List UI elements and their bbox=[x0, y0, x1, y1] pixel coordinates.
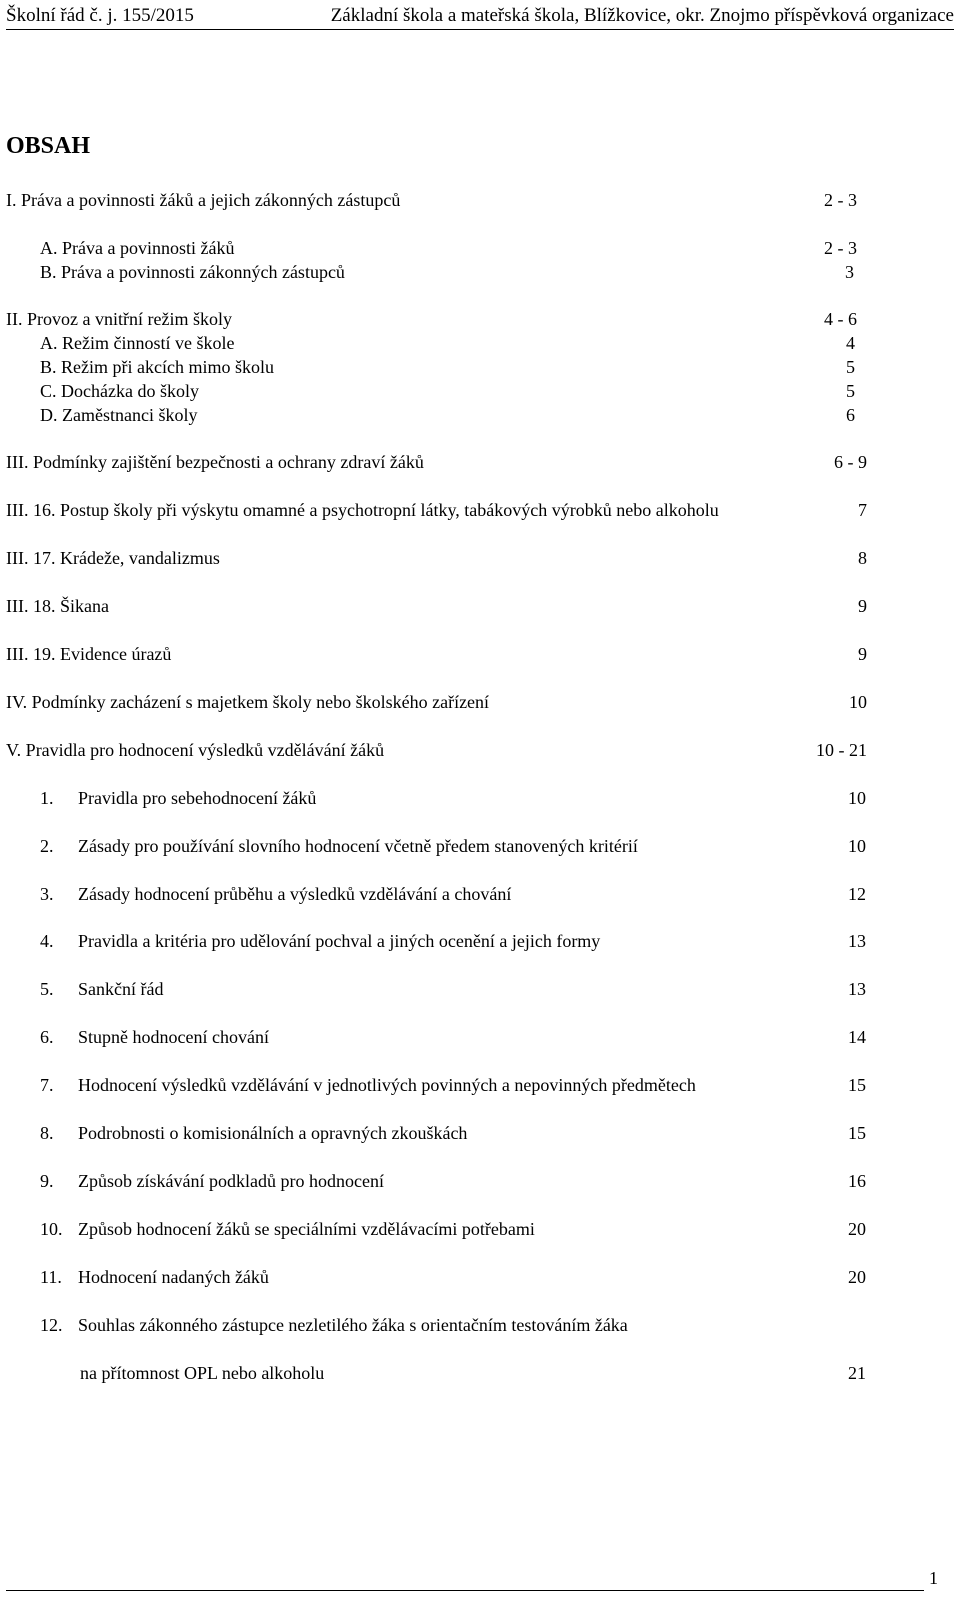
toc-entry-page: 5 bbox=[846, 357, 855, 377]
toc-subentry-number: 2. bbox=[40, 836, 54, 856]
toc-subentry-label: Hodnocení nadaných žáků bbox=[78, 1267, 269, 1287]
toc-subentry[interactable] bbox=[40, 1073, 866, 1097]
toc-entry-page: 4 bbox=[846, 333, 855, 353]
toc-entry-label: III. 16. Postup školy při výskytu omamné a psychotropní látky, tabákových výrobků nebo alkoholu bbox=[6, 500, 719, 520]
toc-entry[interactable] bbox=[40, 355, 855, 379]
toc-entry-label: III. 17. Krádeže, vandalizmus bbox=[6, 548, 220, 568]
page-number: 1 bbox=[929, 1568, 938, 1588]
toc-entry-page: 7 bbox=[858, 500, 867, 520]
toc-subentry-label: Stupně hodnocení chování bbox=[78, 1027, 269, 1047]
toc-subentry-page: 14 bbox=[848, 1027, 866, 1047]
toc-subentry-label: Hodnocení výsledků vzdělávání v jednotlivých povinných a nepovinných předmětech bbox=[78, 1075, 696, 1095]
toc-entry-label: III. 18. Šikana bbox=[6, 596, 109, 616]
toc-entry-page: 2 - 3 bbox=[824, 238, 857, 258]
toc-subentry-label: Zásady pro používání slovního hodnocení včetně předem stanovených kritérií bbox=[78, 836, 638, 856]
toc-subentry-page: 15 bbox=[848, 1123, 866, 1143]
toc-entry[interactable] bbox=[6, 498, 867, 522]
toc-subentry-number: 12. bbox=[40, 1315, 63, 1335]
toc-subentry-label: Podrobnosti o komisionálních a opravných zkouškách bbox=[78, 1123, 468, 1143]
toc-subentry-page: 15 bbox=[848, 1075, 866, 1095]
toc-subentry-label: Pravidla a kritéria pro udělování pochval a jiných ocenění a jejich formy bbox=[78, 931, 601, 951]
footer-divider bbox=[6, 1590, 924, 1591]
toc-entry-label: V. Pravidla pro hodnocení výsledků vzdělávání žáků bbox=[6, 740, 385, 760]
toc-title: OBSAH bbox=[6, 133, 91, 159]
header-divider bbox=[6, 29, 954, 30]
toc-entry-label: A. Režim činností ve škole bbox=[40, 333, 235, 353]
toc-subentry-number: 3. bbox=[40, 884, 54, 904]
toc-subentry-label: Souhlas zákonného zástupce nezletilého žáka s orientačním testováním žáka bbox=[78, 1315, 628, 1335]
toc-entry-label: B. Práva a povinnosti zákonných zástupců bbox=[40, 262, 345, 282]
toc-subentry-label: Způsob získávání podkladů pro hodnocení bbox=[78, 1171, 384, 1191]
header-document-id: Školní řád č. j. 155/2015 bbox=[6, 5, 194, 26]
toc-subentry-number: 9. bbox=[40, 1171, 54, 1191]
toc-subentry[interactable] bbox=[40, 1121, 866, 1145]
toc-entry-page: 9 bbox=[858, 644, 867, 664]
toc-subentry[interactable] bbox=[40, 1313, 866, 1337]
toc-subentry-number: 4. bbox=[40, 931, 54, 951]
toc-subentry-page: 10 bbox=[848, 836, 866, 856]
toc-subentry-page: 12 bbox=[848, 884, 866, 904]
toc-entry[interactable] bbox=[6, 546, 867, 570]
toc-entry[interactable] bbox=[6, 307, 857, 331]
toc-entry-page: 8 bbox=[858, 548, 867, 568]
toc-subentry-number: 6. bbox=[40, 1027, 54, 1047]
toc-entry-page: 6 - 9 bbox=[834, 452, 867, 472]
toc-subentry[interactable] bbox=[40, 1265, 866, 1289]
toc-entry-label: II. Provoz a vnitřní režim školy bbox=[6, 309, 232, 329]
toc-entry[interactable] bbox=[6, 594, 867, 618]
toc-subentry-page: 20 bbox=[848, 1219, 866, 1239]
toc-entry-label: IV. Podmínky zacházení s majetkem školy nebo školského zařízení bbox=[6, 692, 490, 712]
toc-entry-label: III. Podmínky zajištění bezpečnosti a ochrany zdraví žáků bbox=[6, 452, 424, 472]
toc-entry[interactable] bbox=[40, 236, 857, 260]
toc-subentry-number: 5. bbox=[40, 979, 54, 999]
toc-entry-label: B. Režim při akcích mimo školu bbox=[40, 357, 274, 377]
toc-subentry-number: 10. bbox=[40, 1219, 63, 1239]
toc-subentry-number: 1. bbox=[40, 788, 54, 808]
toc-entry-label: A. Práva a povinnosti žáků bbox=[40, 238, 235, 258]
toc-subentry-label: Zásady hodnocení průběhu a výsledků vzdělávání a chování bbox=[78, 884, 512, 904]
header-organization: Základní škola a mateřská škola, Blížkovice, okr. Znojmo příspěvková organizace bbox=[330, 5, 954, 26]
toc-subentry[interactable] bbox=[40, 882, 866, 906]
toc-entry-page: 2 - 3 bbox=[824, 190, 857, 210]
toc-subentry[interactable] bbox=[40, 1217, 866, 1241]
toc-subentry-page: 21 bbox=[848, 1363, 866, 1383]
toc-entry[interactable] bbox=[6, 450, 867, 474]
page-header bbox=[6, 4, 954, 28]
toc-subentry[interactable] bbox=[40, 1169, 866, 1193]
toc-entry[interactable] bbox=[6, 690, 867, 714]
toc-entry[interactable] bbox=[6, 642, 867, 666]
toc-entry[interactable] bbox=[40, 403, 855, 427]
toc-subentry-label: Sankční řád bbox=[78, 979, 164, 999]
toc-entry-page: 5 bbox=[846, 381, 855, 401]
toc-subentry[interactable] bbox=[40, 834, 866, 858]
toc-subentry[interactable] bbox=[40, 1025, 866, 1049]
toc-subentry-number: 7. bbox=[40, 1075, 54, 1095]
toc-subentry-continuation[interactable] bbox=[80, 1361, 866, 1385]
toc-subentry[interactable] bbox=[40, 786, 866, 810]
toc-subentry-page: 20 bbox=[848, 1267, 866, 1287]
toc-subentry-page: 10 bbox=[848, 788, 866, 808]
toc-subentry[interactable] bbox=[40, 977, 866, 1001]
toc-entry[interactable] bbox=[40, 379, 855, 403]
toc-entry-page: 6 bbox=[846, 405, 855, 425]
toc-entry[interactable] bbox=[40, 260, 854, 284]
toc-entry-page: 4 - 6 bbox=[824, 309, 857, 329]
toc-entry-page: 3 bbox=[845, 262, 854, 282]
toc-subentry-number: 11. bbox=[40, 1267, 62, 1287]
toc-subentry-number: 8. bbox=[40, 1123, 54, 1143]
toc-entry-label: C. Docházka do školy bbox=[40, 381, 199, 401]
toc-subentry-page: 16 bbox=[848, 1171, 866, 1191]
toc-subentry-page: 13 bbox=[848, 931, 866, 951]
toc-entry-page: 10 bbox=[849, 692, 867, 712]
toc-entry[interactable] bbox=[40, 331, 855, 355]
toc-subentry-page: 13 bbox=[848, 979, 866, 999]
toc-subentry-label: na přítomnost OPL nebo alkoholu bbox=[80, 1363, 325, 1383]
toc-entry[interactable] bbox=[6, 738, 867, 762]
toc-entry-label: D. Zaměstnanci školy bbox=[40, 405, 198, 425]
toc-entry-label: I. Práva a povinnosti žáků a jejich zákonných zástupců bbox=[6, 190, 401, 210]
toc-entry[interactable] bbox=[6, 188, 857, 212]
toc-entry-label: III. 19. Evidence úrazů bbox=[6, 644, 172, 664]
toc-subentry-label: Způsob hodnocení žáků se speciálními vzdělávacími potřebami bbox=[78, 1219, 535, 1239]
toc-subentry-label: Pravidla pro sebehodnocení žáků bbox=[78, 788, 317, 808]
toc-entry-page: 9 bbox=[858, 596, 867, 616]
toc-subentry[interactable] bbox=[40, 929, 866, 953]
toc-entry-page: 10 - 21 bbox=[816, 740, 867, 760]
